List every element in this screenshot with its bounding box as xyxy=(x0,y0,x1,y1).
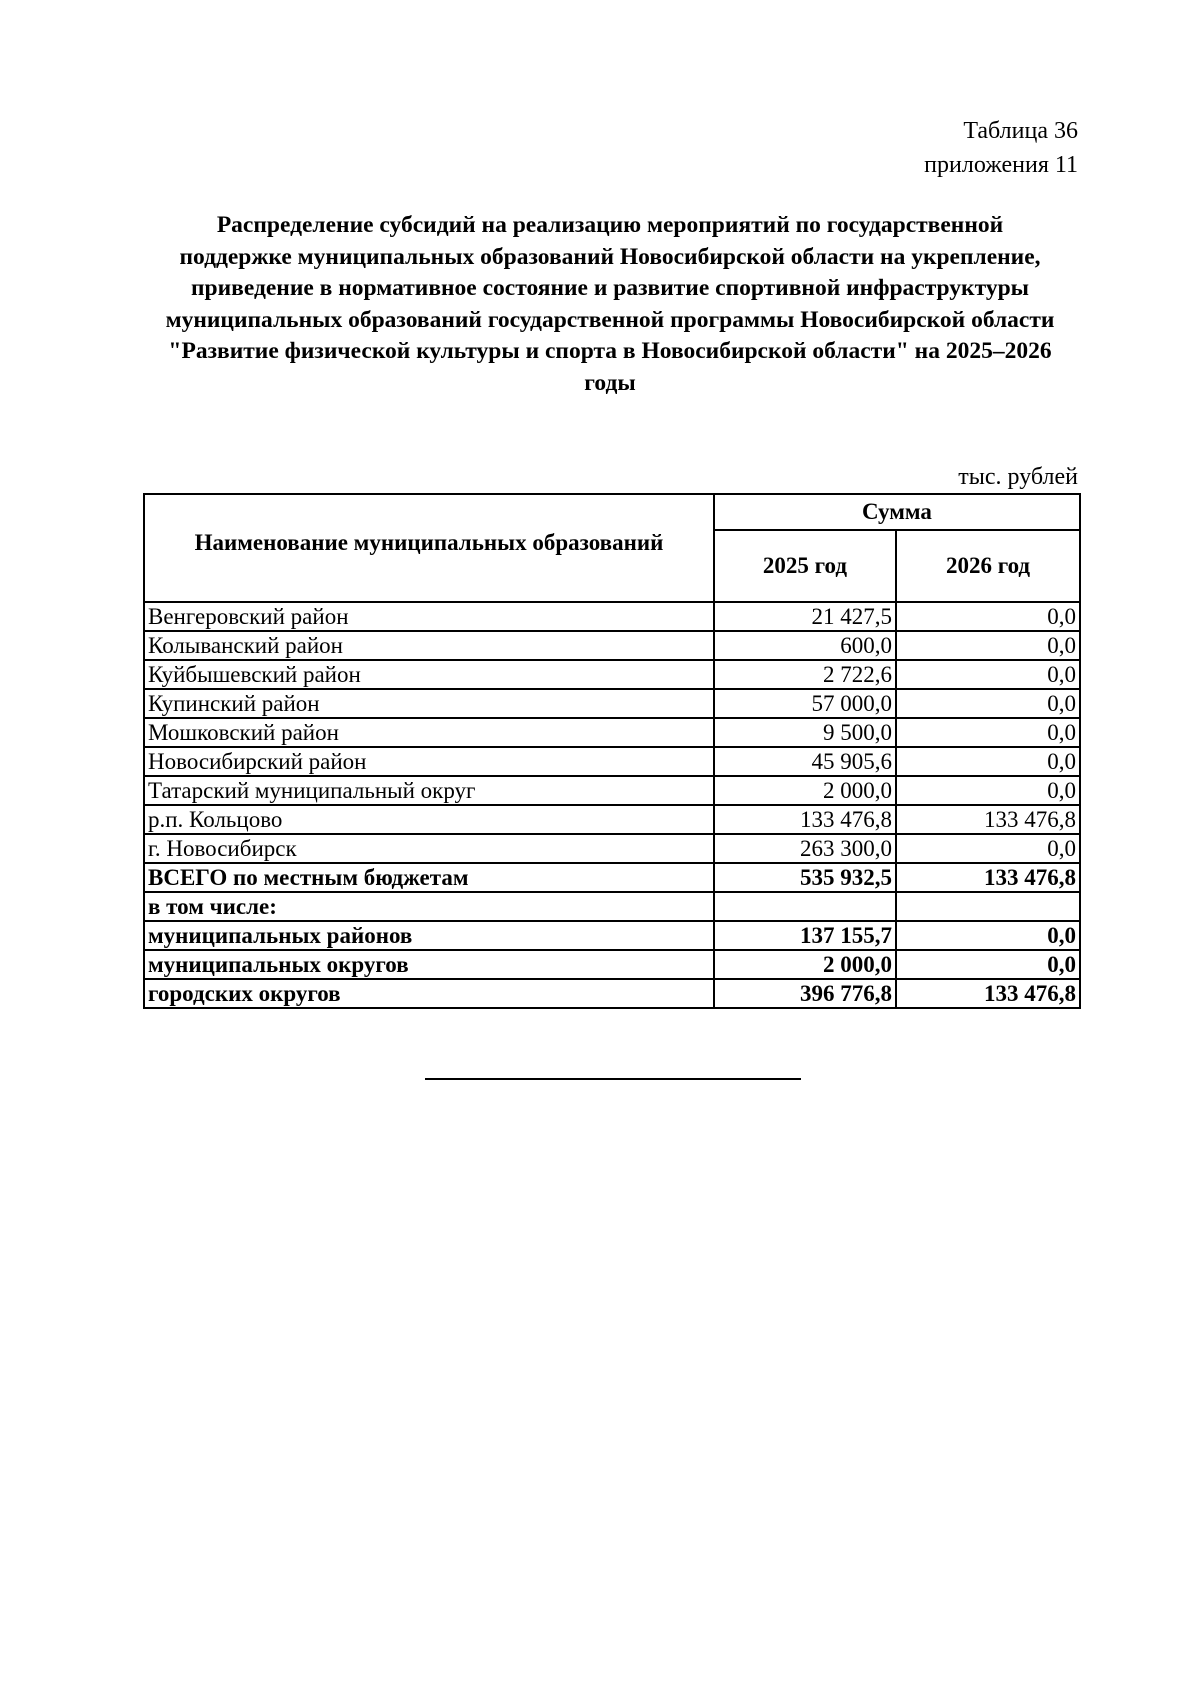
title-line: муниципальных образований государственной программы Новосибирской области xyxy=(165,306,1055,333)
table-row xyxy=(144,747,1080,776)
title-line: годы xyxy=(584,369,636,396)
empty-cell xyxy=(714,892,896,921)
title-line: поддержке муниципальных образований Новосибирской области на укрепление, xyxy=(179,243,1041,270)
header-municipality: Наименование муниципальных образований xyxy=(144,494,714,602)
amount-2025-cell: 133 476,8 xyxy=(714,805,896,834)
subtotal-2025-cell: 396 776,8 xyxy=(714,979,896,1008)
municipality-cell: р.п. Кольцово xyxy=(144,805,714,834)
total-2025-cell: 535 932,5 xyxy=(714,863,896,892)
document-title xyxy=(140,210,1080,399)
total-row xyxy=(144,863,1080,892)
table-row xyxy=(144,631,1080,660)
empty-cell xyxy=(896,892,1080,921)
municipality-cell: г. Новосибирск xyxy=(144,834,714,863)
amount-2025-cell: 2 000,0 xyxy=(714,776,896,805)
subsidy-table xyxy=(143,493,1081,1009)
subtotal-label-cell: муниципальных районов xyxy=(144,921,714,950)
amount-2026-cell: 0,0 xyxy=(896,747,1080,776)
title-line: приведение в нормативное состояние и развитие спортивной инфраструктуры xyxy=(191,275,1029,301)
including-row xyxy=(144,892,1080,921)
subtotal-2025-cell: 2 000,0 xyxy=(714,950,896,979)
table-row xyxy=(144,660,1080,689)
table-row xyxy=(144,834,1080,863)
subtotal-2025-cell: 137 155,7 xyxy=(714,921,896,950)
including-label-cell: в том числе: xyxy=(144,892,714,921)
subtotal-row xyxy=(144,979,1080,1008)
amount-2025-cell: 57 000,0 xyxy=(714,689,896,718)
municipality-cell: Новосибирский район xyxy=(144,747,714,776)
appendix-label: приложения 11 xyxy=(924,152,1078,178)
amount-2025-cell: 9 500,0 xyxy=(714,718,896,747)
table-row xyxy=(144,805,1080,834)
municipality-cell: Колыванский район xyxy=(144,631,714,660)
header-sum: Сумма xyxy=(714,494,1080,530)
amount-2025-cell: 2 722,6 xyxy=(714,660,896,689)
amount-2025-cell: 45 905,6 xyxy=(714,747,896,776)
total-label-cell: ВСЕГО по местным бюджетам xyxy=(144,863,714,892)
amount-2026-cell: 0,0 xyxy=(896,602,1080,631)
amount-2026-cell: 0,0 xyxy=(896,834,1080,863)
amount-2026-cell: 0,0 xyxy=(896,718,1080,747)
subtotal-row xyxy=(144,950,1080,979)
subtotal-2026-cell: 0,0 xyxy=(896,950,1080,979)
subtotal-label-cell: городских округов xyxy=(144,979,714,1008)
amount-2025-cell: 21 427,5 xyxy=(714,602,896,631)
subtotal-label-cell: муниципальных округов xyxy=(144,950,714,979)
closing-rule xyxy=(425,1078,801,1080)
amount-2025-cell: 263 300,0 xyxy=(714,834,896,863)
subtotal-row xyxy=(144,921,1080,950)
total-2026-cell: 133 476,8 xyxy=(896,863,1080,892)
title-line: "Развитие физической культуры и спорта в Новосибирской области" на 2025–2026 xyxy=(168,338,1052,364)
amount-2026-cell: 133 476,8 xyxy=(896,805,1080,834)
municipality-cell: Куйбышевский район xyxy=(144,660,714,689)
title-line: Распределение субсидий на реализацию мероприятий по государственной xyxy=(216,212,1004,238)
amount-2026-cell: 0,0 xyxy=(896,660,1080,689)
header-year-2026: 2026 год xyxy=(896,530,1080,602)
subtotal-2026-cell: 133 476,8 xyxy=(896,979,1080,1008)
amount-2026-cell: 0,0 xyxy=(896,631,1080,660)
table-row xyxy=(144,718,1080,747)
table-number: Таблица 36 xyxy=(963,118,1078,144)
subtotal-2026-cell: 0,0 xyxy=(896,921,1080,950)
table-row xyxy=(144,689,1080,718)
municipality-cell: Венгеровский район xyxy=(144,602,714,631)
amount-2026-cell: 0,0 xyxy=(896,776,1080,805)
amount-2026-cell: 0,0 xyxy=(896,689,1080,718)
units-label: тыс. рублей xyxy=(958,464,1078,490)
municipality-cell: Мошковский район xyxy=(144,718,714,747)
header-year-2025: 2025 год xyxy=(714,530,896,602)
amount-2025-cell: 600,0 xyxy=(714,631,896,660)
municipality-cell: Татарский муниципальный округ xyxy=(144,776,714,805)
municipality-cell: Купинский район xyxy=(144,689,714,718)
table-row xyxy=(144,776,1080,805)
table-row xyxy=(144,602,1080,631)
